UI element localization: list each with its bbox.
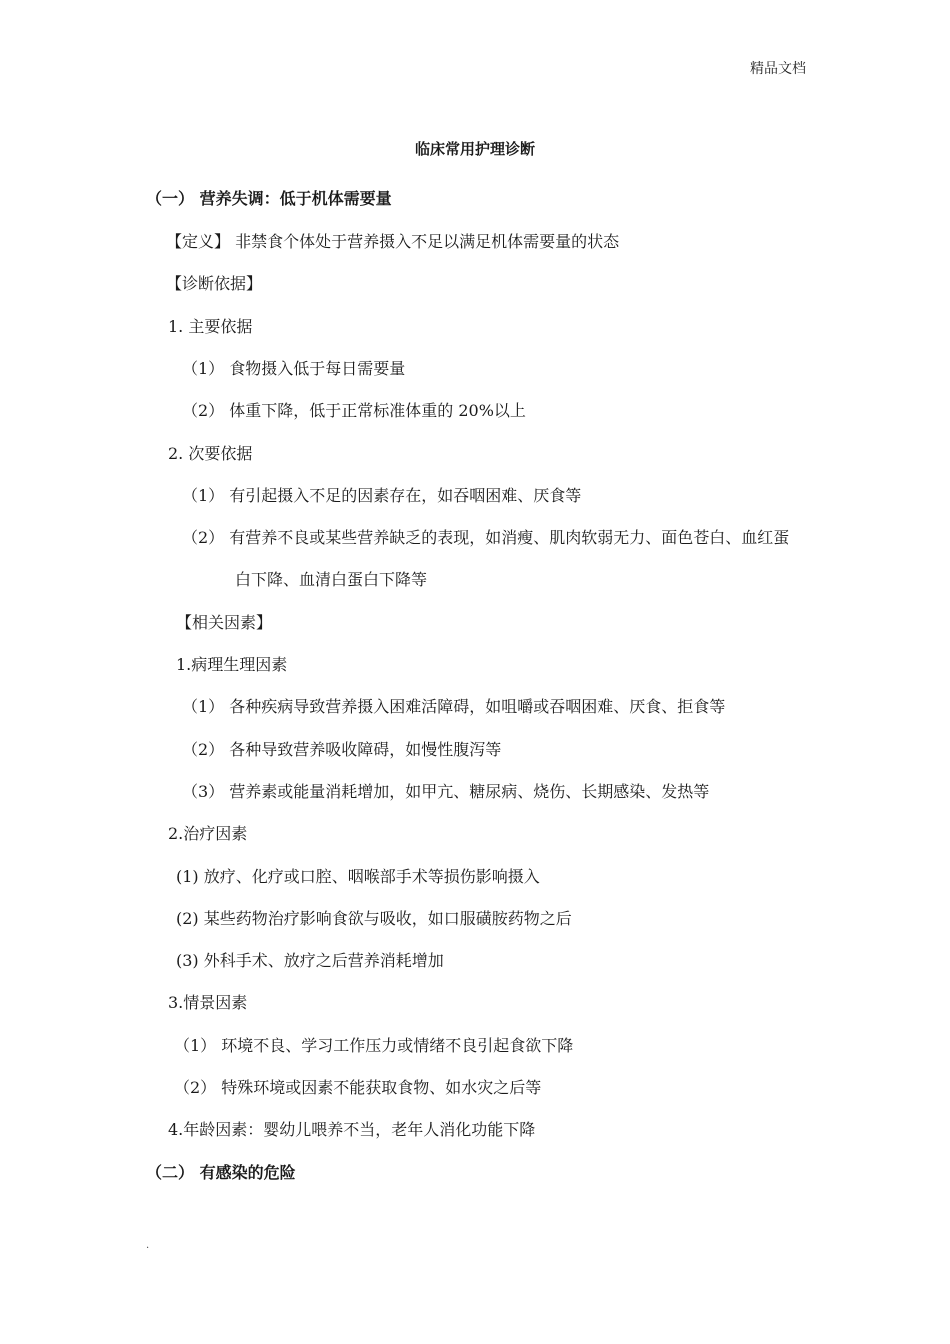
secondary-basis-item-2: （2） 有营养不良或某些营养缺乏的表现，如消瘦、肌肉软弱无力、面色苍白、血红蛋 [182,528,790,547]
treatment-item-2: (2) 某些药物治疗影响食欲与吸收，如口服磺胺药物之后 [176,909,572,928]
section-heading-1: （一） 营养失调：低于机体需要量 [146,189,392,208]
main-basis-item-1: （1） 食物摄入低于每日需要量 [182,359,406,378]
related-factors-heading: 【相关因素】 [176,613,273,632]
pathophysiology-item-2: （2） 各种导致营养吸收障碍，如慢性腹泻等 [182,740,502,759]
situational-item-2: （2） 特殊环境或因素不能获取食物、如水灾之后等 [174,1078,542,1097]
secondary-basis-heading: 2. 次要依据 [168,444,253,463]
pathophysiology-item-3: （3） 营养素或能量消耗增加，如甲亢、糖尿病、烧伤、长期感染、发热等 [182,782,710,801]
header-tag: 精品文档 [750,61,806,77]
age-factor-line: 4.年龄因素：婴幼儿喂养不当，老年人消化功能下降 [168,1120,536,1139]
treatment-heading: 2.治疗因素 [168,824,248,843]
treatment-item-3: (3) 外科手术、放疗之后营养消耗增加 [176,951,444,970]
pathophysiology-heading: 1.病理生理因素 [176,655,288,674]
footer-dot: . [146,1240,150,1251]
secondary-basis-item-2-continued: 白下降、血清白蛋白下降等 [235,570,428,589]
treatment-item-1: (1) 放疗、化疗或口腔、咽喉部手术等损伤影响摄入 [176,867,540,886]
section-heading-2: （二） 有感染的危险 [146,1163,296,1182]
main-basis-heading: 1. 主要依据 [168,317,253,336]
document-title: 临床常用护理诊断 [414,140,535,158]
situational-heading: 3.情景因素 [168,993,248,1012]
diagnostic-basis-heading: 【诊断依据】 [166,274,263,293]
definition-line: 【定义】 非禁食个体处于营养摄入不足以满足机体需要量的状态 [166,232,620,251]
secondary-basis-item-1: （1） 有引起摄入不足的因素存在，如吞咽困难、厌食等 [182,486,582,505]
situational-item-1: （1） 环境不良、学习工作压力或情绪不良引起食欲下降 [174,1036,574,1055]
main-basis-item-2: （2） 体重下降，低于正常标准体重的 20%以上 [182,401,526,420]
pathophysiology-item-1: （1） 各种疾病导致营养摄入困难活障碍，如咀嚼或吞咽困难、厌食、拒食等 [182,697,726,716]
